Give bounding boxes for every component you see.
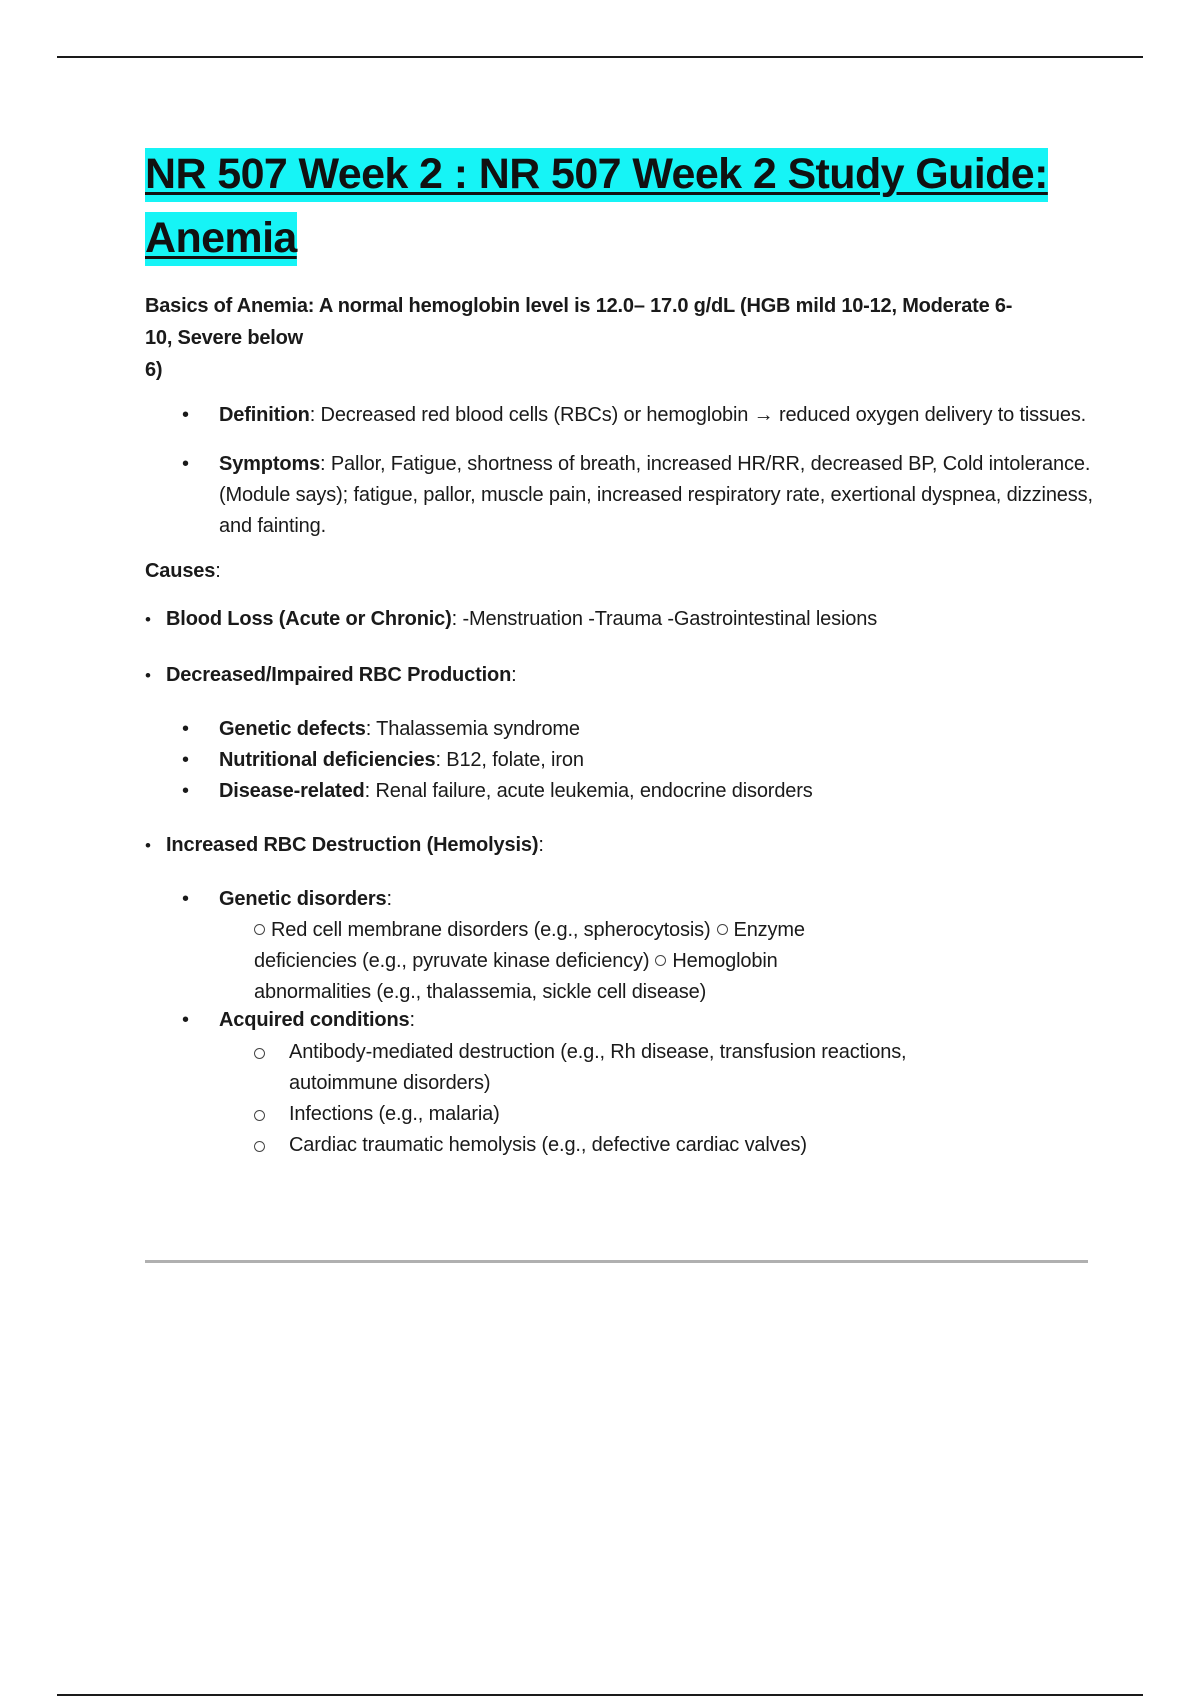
basics-line-2: 10, Severe below bbox=[145, 327, 304, 349]
page-bottom-rule bbox=[57, 1694, 1143, 1696]
acquired-item-cardiac: Cardiac traumatic hemolysis (e.g., defective cardiac valves) bbox=[289, 1134, 807, 1156]
genetic-detail-hemoglobin-b: abnormalities (e.g., thalassemia, sickle cell disease) bbox=[254, 981, 707, 1003]
list-item-disease-related bbox=[145, 776, 1135, 807]
list-item-genetic-defects bbox=[145, 714, 1135, 745]
decreased-colon: : bbox=[511, 664, 517, 686]
genetic-detail-enzyme-b: deficiencies (e.g., pyruvate kinase deficiency) bbox=[254, 950, 650, 972]
basics-line-1: Basics of Anemia: A normal hemoglobin level is 12.0– 17.0 g/dL (HGB mild 10-12, Moderate 6- bbox=[145, 295, 1013, 317]
sublist-item bbox=[254, 1099, 974, 1130]
causes-label: Causes bbox=[145, 560, 216, 582]
acquired-conditions-sublist bbox=[145, 1037, 974, 1161]
circle-bullet-icon bbox=[717, 924, 728, 935]
disease-related-text: : Renal failure, acute leukemia, endocrine disorders bbox=[364, 780, 813, 802]
definition-label: Definition bbox=[219, 404, 310, 426]
list-item-acquired-conditions bbox=[145, 1005, 1135, 1036]
symptoms-text: : Pallor, Fatigue, shortness of breath, increased HR/RR, decreased BP, Cold intolerance. (Module says); fatigue, pallor, muscle pain, increased respiratory rate, exertional dyspnea, dizziness, and fainting. bbox=[219, 453, 1093, 537]
blood-loss-text: : -Menstruation -Trauma -Gastrointestinal lesions bbox=[451, 608, 878, 630]
genetic-detail-hemoglobin-a: Hemoglobin bbox=[672, 950, 778, 972]
cause-blood-loss bbox=[145, 604, 1135, 635]
cause-increased-destruction bbox=[145, 830, 1135, 861]
page-title-text: NR 507 Week 2 : NR 507 Week 2 Study Guide: Anemia bbox=[145, 148, 1048, 266]
genetic-disorders-colon: : bbox=[386, 888, 392, 910]
acquired-list bbox=[145, 1005, 1135, 1036]
causes-colon: : bbox=[215, 560, 221, 582]
genetic-detail-membrane: Red cell membrane disorders (e.g., spherocytosis) bbox=[271, 919, 711, 941]
section-divider bbox=[145, 1260, 1088, 1263]
sublist-item bbox=[254, 1037, 974, 1099]
circle-bullet-icon bbox=[655, 955, 666, 966]
cause-decreased-production bbox=[145, 660, 1135, 691]
genetic-detail-enzyme-a: Enzyme bbox=[733, 919, 805, 941]
circle-bullet-icon bbox=[254, 1141, 265, 1152]
basics-line-3: 6) bbox=[145, 359, 163, 381]
acquired-item-infections: Infections (e.g., malaria) bbox=[289, 1103, 500, 1125]
acquired-conditions-colon: : bbox=[409, 1009, 415, 1031]
definition-symptoms-list bbox=[145, 400, 1135, 542]
page-title bbox=[145, 142, 1135, 270]
increased-destruction-list bbox=[145, 884, 1135, 915]
list-item-definition bbox=[145, 400, 1135, 431]
anemia-basics bbox=[145, 290, 1105, 386]
definition-text: : Decreased red blood cells (RBCs) or hemoglobin → reduced oxygen delivery to tissues. bbox=[309, 404, 1087, 426]
list-item-nutritional-deficiencies bbox=[145, 745, 1135, 776]
acquired-item-antibody: Antibody-mediated destruction (e.g., Rh disease, transfusion reactions, autoimmune disorders) bbox=[289, 1041, 907, 1094]
circle-bullet-icon bbox=[254, 1110, 265, 1121]
nutritional-deficiencies-text: : B12, folate, iron bbox=[435, 749, 584, 771]
genetic-defects-label: Genetic defects bbox=[219, 718, 366, 740]
circle-bullet-icon bbox=[254, 1048, 265, 1059]
genetic-defects-text: : Thalassemia syndrome bbox=[365, 718, 580, 740]
circle-bullet-icon bbox=[254, 924, 265, 935]
page-top-rule bbox=[57, 56, 1143, 58]
genetic-disorders-label: Genetic disorders bbox=[219, 888, 387, 910]
decreased-label: Decreased/Impaired RBC Production bbox=[166, 664, 512, 686]
nutritional-deficiencies-label: Nutritional deficiencies bbox=[219, 749, 436, 771]
list-item-symptoms bbox=[145, 449, 1099, 542]
sublist-item bbox=[254, 1130, 974, 1161]
acquired-conditions-label: Acquired conditions bbox=[219, 1009, 410, 1031]
symptoms-label: Symptoms bbox=[219, 453, 321, 475]
causes-heading bbox=[145, 556, 1135, 587]
increased-colon: : bbox=[538, 834, 544, 856]
genetic-disorders-details bbox=[145, 915, 854, 1008]
list-item-genetic-disorders bbox=[145, 884, 1135, 915]
decreased-production-list bbox=[145, 714, 1135, 807]
disease-related-label: Disease-related bbox=[219, 780, 365, 802]
document-body bbox=[145, 142, 1135, 1161]
blood-loss-label: Blood Loss (Acute or Chronic) bbox=[166, 608, 452, 630]
increased-label: Increased RBC Destruction (Hemolysis) bbox=[166, 834, 539, 856]
